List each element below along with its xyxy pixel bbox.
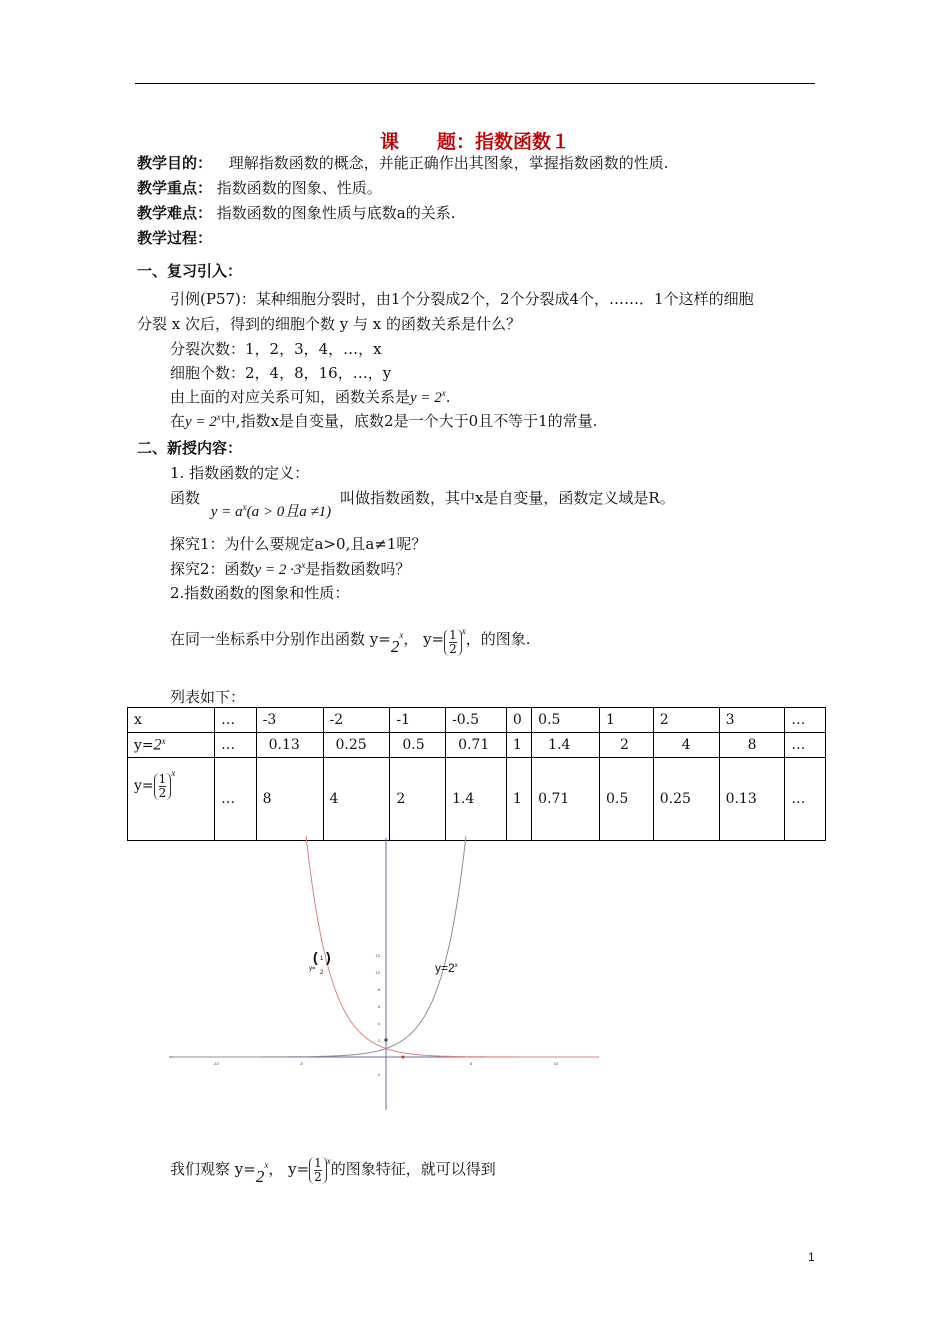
table-cell: 0.5 [532, 708, 600, 733]
relation-text: 由上面的对应关系可知，函数关系是 [170, 388, 411, 406]
y-tick-label: 10 [375, 970, 380, 975]
table-cell: 4 [323, 758, 390, 841]
page-title: 课 题：指数函数１ [379, 131, 570, 153]
curve-half-to-x [306, 836, 598, 1057]
subsection-2-title: 2.指数函数的图象和性质： [170, 584, 350, 602]
question-1: 探究1：为什么要规定a>0,且a≠1呢？ [170, 535, 427, 553]
table-cell: x [128, 708, 215, 733]
draw-instruction [170, 620, 531, 656]
table-cell: 1.4 [446, 758, 507, 841]
draw-exponent: x [399, 630, 404, 640]
draw-text-b: ， y= [403, 630, 445, 648]
table-cell: -3 [256, 708, 323, 733]
observe-text-a: 我们观察 y= [170, 1160, 256, 1178]
y-tick-label: 6 [377, 1004, 380, 1009]
fraction-denominator: 2 [449, 641, 457, 656]
table-cell: 3 [719, 708, 785, 733]
table-cell: … [785, 708, 826, 733]
table-cell: 8 [719, 733, 785, 758]
cell-count-line: 细胞个数：2，4，8，16，…，y [170, 364, 392, 382]
question-2 [170, 558, 410, 579]
observe-text-c: 的图象特征，就可以得到 [330, 1160, 496, 1178]
table-cell: -0.5 [446, 708, 507, 733]
table-cell: 0.5 [390, 733, 446, 758]
fraction-numerator: 1 [314, 1155, 322, 1170]
observe-base: 2 [255, 1167, 265, 1186]
exponential-graph [167, 832, 603, 1114]
table-row-label [128, 733, 215, 758]
process-label: 教学过程： [137, 229, 213, 247]
x-tick-label: -10 [213, 1061, 219, 1066]
table-cell: … [215, 733, 257, 758]
axis-point [402, 1056, 405, 1059]
fraction-denominator: 2 [158, 785, 167, 800]
list-intro: 列表如下： [170, 688, 246, 706]
explain-formula: y = 2 [185, 414, 217, 430]
difficulty-text: 指数函数的图象性质与底数a的关系. [216, 204, 456, 222]
table-cell: 1 [506, 733, 531, 758]
row-label-exponent: x [171, 768, 176, 778]
table-cell: 0 [506, 708, 531, 733]
table-row-x [128, 708, 826, 733]
table-cell: … [215, 758, 257, 841]
table-cell: 0.71 [532, 758, 600, 841]
question-2-prefix: 探究2：函数 [170, 560, 255, 578]
question-2-suffix: 是指数函数吗？ [305, 560, 411, 578]
label-half-num: 1 [320, 956, 324, 962]
draw-base: 2 [390, 637, 400, 656]
table-row-2x [128, 733, 826, 758]
table-cell: … [215, 708, 257, 733]
label-half-x [309, 949, 331, 976]
table-cell: … [785, 758, 826, 841]
table-cell: -1 [390, 708, 446, 733]
objective-line [137, 152, 669, 173]
section2-heading: 二、新授内容： [137, 439, 243, 457]
label-2x: $y=2^x$ [435, 961, 458, 975]
y-tick-label: 4 [377, 1021, 380, 1026]
definition-line [170, 487, 675, 520]
section1-heading: 一、复习引入： [137, 262, 243, 280]
header-rule [135, 83, 815, 84]
function-relation-line [170, 386, 451, 407]
exponent-explain-line [170, 410, 597, 431]
definition-formula-base: y = a [210, 504, 243, 520]
explain-prefix: 在 [170, 412, 186, 430]
table-cell: 4 [653, 733, 719, 758]
x-tick-label: 10 [553, 1061, 559, 1066]
draw-text-c: ，的图象. [465, 630, 531, 648]
objective-text: 理解指数函数的概念，并能正确作出其图象，掌握指数函数的性质. [228, 154, 669, 172]
question-2-exponent: x [301, 560, 306, 570]
question-2-formula: y = 2 ·3 [254, 562, 302, 578]
observe-line [170, 1150, 496, 1184]
table-cell: -2 [323, 708, 390, 733]
table-row-half-x [128, 758, 826, 841]
objective-label: 教学目的： [137, 154, 213, 172]
division-count-line: 分裂次数：1，2，3，4，…，x [170, 340, 382, 358]
key-point-text: 指数函数的图象、性质。 [216, 179, 382, 197]
table-cell: 0.25 [653, 758, 719, 841]
table-cell: 1 [600, 708, 654, 733]
intercept-point [384, 1038, 388, 1042]
observe-half-fraction [309, 1157, 327, 1184]
y-tick-label: 12 [375, 953, 380, 958]
key-point-line [137, 177, 382, 198]
row-label-text: y= [134, 737, 154, 754]
table-cell: 2 [390, 758, 446, 841]
explain-exponent: x [216, 412, 221, 422]
observe-text-b: ， y= [268, 1160, 310, 1178]
table-cell: 0.13 [719, 758, 785, 841]
y-tick-label: -2 [376, 1072, 380, 1077]
value-table [127, 707, 826, 841]
y-tick-label: 8 [377, 987, 380, 992]
row-label-text: y= [134, 778, 154, 794]
definition-exponent: x [242, 502, 247, 512]
x-tick-label: -5 [299, 1061, 303, 1066]
row-label-exponent: x [161, 735, 166, 746]
relation-period: . [445, 388, 451, 406]
draw-text-a: 在同一坐标系中分别作出函数 y= [170, 630, 391, 648]
section1-para1: 引例(P57)：某种细胞分裂时，由1个分裂成2个，2个分裂成4个，……．1个这样的细胞 [170, 290, 754, 308]
row-label-fraction [154, 773, 172, 800]
label-half-prefix: y= [309, 966, 316, 972]
fraction-denominator: 2 [314, 1169, 322, 1184]
label-half-paren-right: ) [326, 949, 331, 965]
key-point-label: 教学重点： [137, 179, 213, 197]
table-cell: 0.25 [323, 733, 390, 758]
table-cell: 0.13 [256, 733, 323, 758]
table-cell: 0.5 [600, 758, 654, 841]
x-tick-label: 5 [469, 1061, 473, 1066]
definition-condition: (a > 0且a ≠1) [246, 504, 332, 520]
y-tick-label: 2 [377, 1038, 380, 1043]
table-cell: 0.71 [446, 733, 507, 758]
observe-exponent: x [264, 1160, 269, 1170]
label-half-paren-left: ( [313, 949, 318, 965]
relation-exponent: x [441, 388, 446, 398]
curve-2-to-x [174, 836, 466, 1057]
definition-prefix: 函数 [170, 489, 201, 507]
table-cell: … [785, 733, 826, 758]
page-number: 1 [808, 1250, 815, 1264]
draw-half-fraction [444, 629, 462, 656]
table-cell: 2 [600, 733, 654, 758]
draw-half-exponent: x [461, 626, 466, 636]
observe-half-exponent: x [326, 1156, 331, 1166]
table-row-label [128, 758, 215, 841]
graph-axes [169, 838, 599, 1110]
definition-suffix: 叫做指数函数，其中x是自变量，函数定义域是R。 [339, 489, 675, 507]
difficulty-line [137, 202, 456, 223]
definition-title: 1. 指数函数的定义： [170, 464, 310, 482]
definition-formula [211, 504, 331, 520]
explain-text: 中,指数x是自变量，底数2是一个大于0且不等于1的常量. [220, 412, 598, 430]
table-cell: 1.4 [532, 733, 600, 758]
fraction-numerator: 1 [158, 771, 167, 786]
row-label-base: 2 [153, 736, 162, 754]
difficulty-label: 教学难点： [137, 204, 213, 222]
relation-formula: y = 2 [410, 390, 442, 406]
fraction-numerator: 1 [449, 627, 457, 642]
section1-para2: 分裂 x 次后，得到的细胞个数 y 与 x 的函数关系是什么？ [137, 315, 522, 333]
table-cell: 1 [506, 758, 531, 841]
table-cell: 2 [653, 708, 719, 733]
table-cell: 8 [256, 758, 323, 841]
label-half-den: 2 [320, 970, 324, 976]
